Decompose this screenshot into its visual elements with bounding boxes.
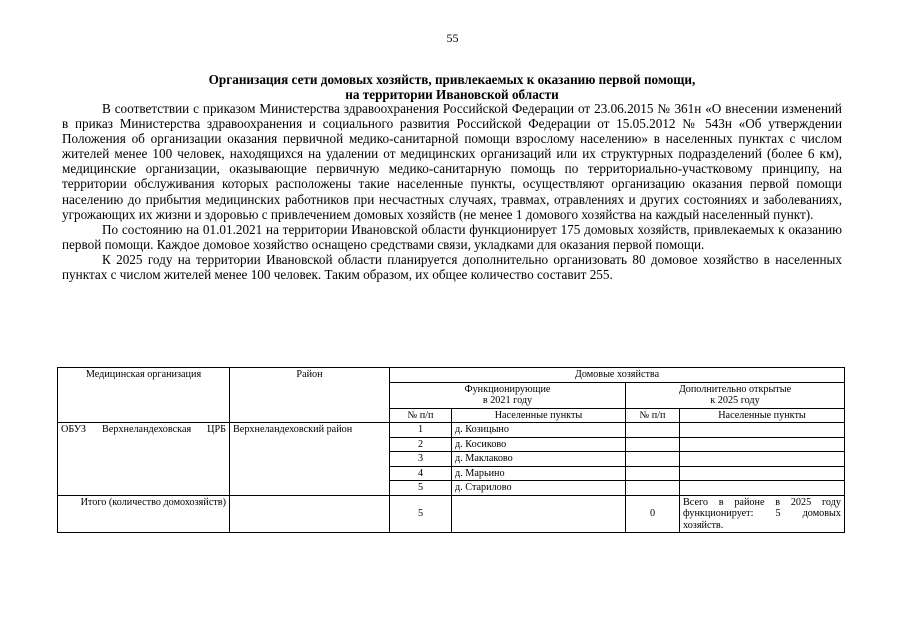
header-settlements: Населенные пункты (452, 408, 626, 423)
total-empty-2 (452, 495, 626, 533)
header-med-org: Медицинская организация (58, 368, 230, 423)
row-place: д. Косиково (452, 437, 626, 452)
header-functioning-line2: в 2021 году (482, 395, 533, 406)
paragraph-2: По состоянию на 01.01.2021 на территории Ивановской области функционирует 175 домовых хозяйств, привлекаемых к оказанию первой помощи. Каждое домовое хозяйство оснащено средствами связи, укладками для оказания первой помощи. (62, 221, 842, 252)
row-place: д. Маклаково (452, 452, 626, 467)
row-extra-num (626, 437, 680, 452)
page-number: 55 (446, 31, 459, 45)
header-households: Домовые хозяйства (390, 368, 845, 383)
header-num-2: № п/п (626, 408, 680, 423)
row-extra-place (680, 466, 845, 481)
row-num: 3 (390, 452, 452, 467)
paragraph-1: В соответствии с приказом Министерства здравоохранения Российской Федерации от 23.06.2015 № 361н «О внесении изменений в приказ Министерства здравоохранения и социального развития Российской Федерации от 15.05.2012 № 543н «Об утверждении Положения об организации оказания первичной медико-санитарной помощи взрослому населению» в населенных пунктах с числом жителей менее 100 человек, находящихся на удалении от медицинских организаций или их структурных подразделений (более 6 км), медицинские организации, оказывающие первичную медико-санитарную помощь по территориально-участковому принципу, на территории обслуживания которых расположены такие населенные пункты, осуществляют организацию оказания первой помощи населению до прибытия медицинских работников при несчастных случаях, травмах, отравлениях и других состояниях и заболеваниях, угрожающих их жизни и здоровью с привлечением домовых хозяйств (не менее 1 домового хозяйства на каждый населенный пункт). (62, 101, 842, 222)
row-extra-place (680, 437, 845, 452)
total-label: Итого (количество домохозяйств) (58, 495, 230, 533)
section-heading (62, 72, 842, 102)
row-num: 1 (390, 423, 452, 438)
header-num: № п/п (390, 408, 452, 423)
table-total-row (58, 495, 845, 533)
row-extra-place (680, 452, 845, 467)
org-cell: ОБУЗ Верхнеландеховская ЦРБ (58, 423, 230, 496)
paragraph-3: К 2025 году на территории Ивановской области планируется дополнительно организовать 80 домовое хозяйство в населенных пунктах с числом жителей менее 100 человек. Таким образом, их общее количество составит 255. (62, 251, 842, 283)
header-district: Район (230, 368, 390, 423)
row-extra-place (680, 481, 845, 496)
header-additional-line1: Дополнительно открытые (678, 383, 792, 395)
total-additional: 0 (626, 495, 680, 533)
heading-line-1: Организация сети домовых хозяйств, привлекаемых к оказанию первой помощи, (208, 72, 696, 87)
row-extra-num (626, 481, 680, 496)
heading-line-2: на территории Ивановской области (345, 87, 559, 102)
header-functioning-line1: Функционирующие (464, 383, 551, 395)
body-text (62, 101, 842, 282)
row-extra-num (626, 466, 680, 481)
table-header-row-1 (58, 368, 845, 383)
row-place: д. Марьино (452, 466, 626, 481)
table-row (58, 423, 845, 438)
row-extra-num (626, 423, 680, 438)
district-cell: Верхнеландеховский район (230, 423, 390, 496)
row-place: д. Старилово (452, 481, 626, 496)
row-num: 4 (390, 466, 452, 481)
households-table (57, 367, 845, 533)
total-functioning: 5 (390, 495, 452, 533)
row-num: 2 (390, 437, 452, 452)
header-additional-line2: к 2025 году (710, 395, 760, 406)
header-additional (626, 382, 845, 408)
row-extra-num (626, 452, 680, 467)
header-settlements-2: Населенные пункты (680, 408, 845, 423)
total-empty (230, 495, 390, 533)
total-note: Всего в районе в 2025 году функционирует: 5 домовых хозяйств. (680, 495, 845, 533)
row-place: д. Козицыно (452, 423, 626, 438)
row-num: 5 (390, 481, 452, 496)
header-functioning (390, 382, 626, 408)
row-extra-place (680, 423, 845, 438)
